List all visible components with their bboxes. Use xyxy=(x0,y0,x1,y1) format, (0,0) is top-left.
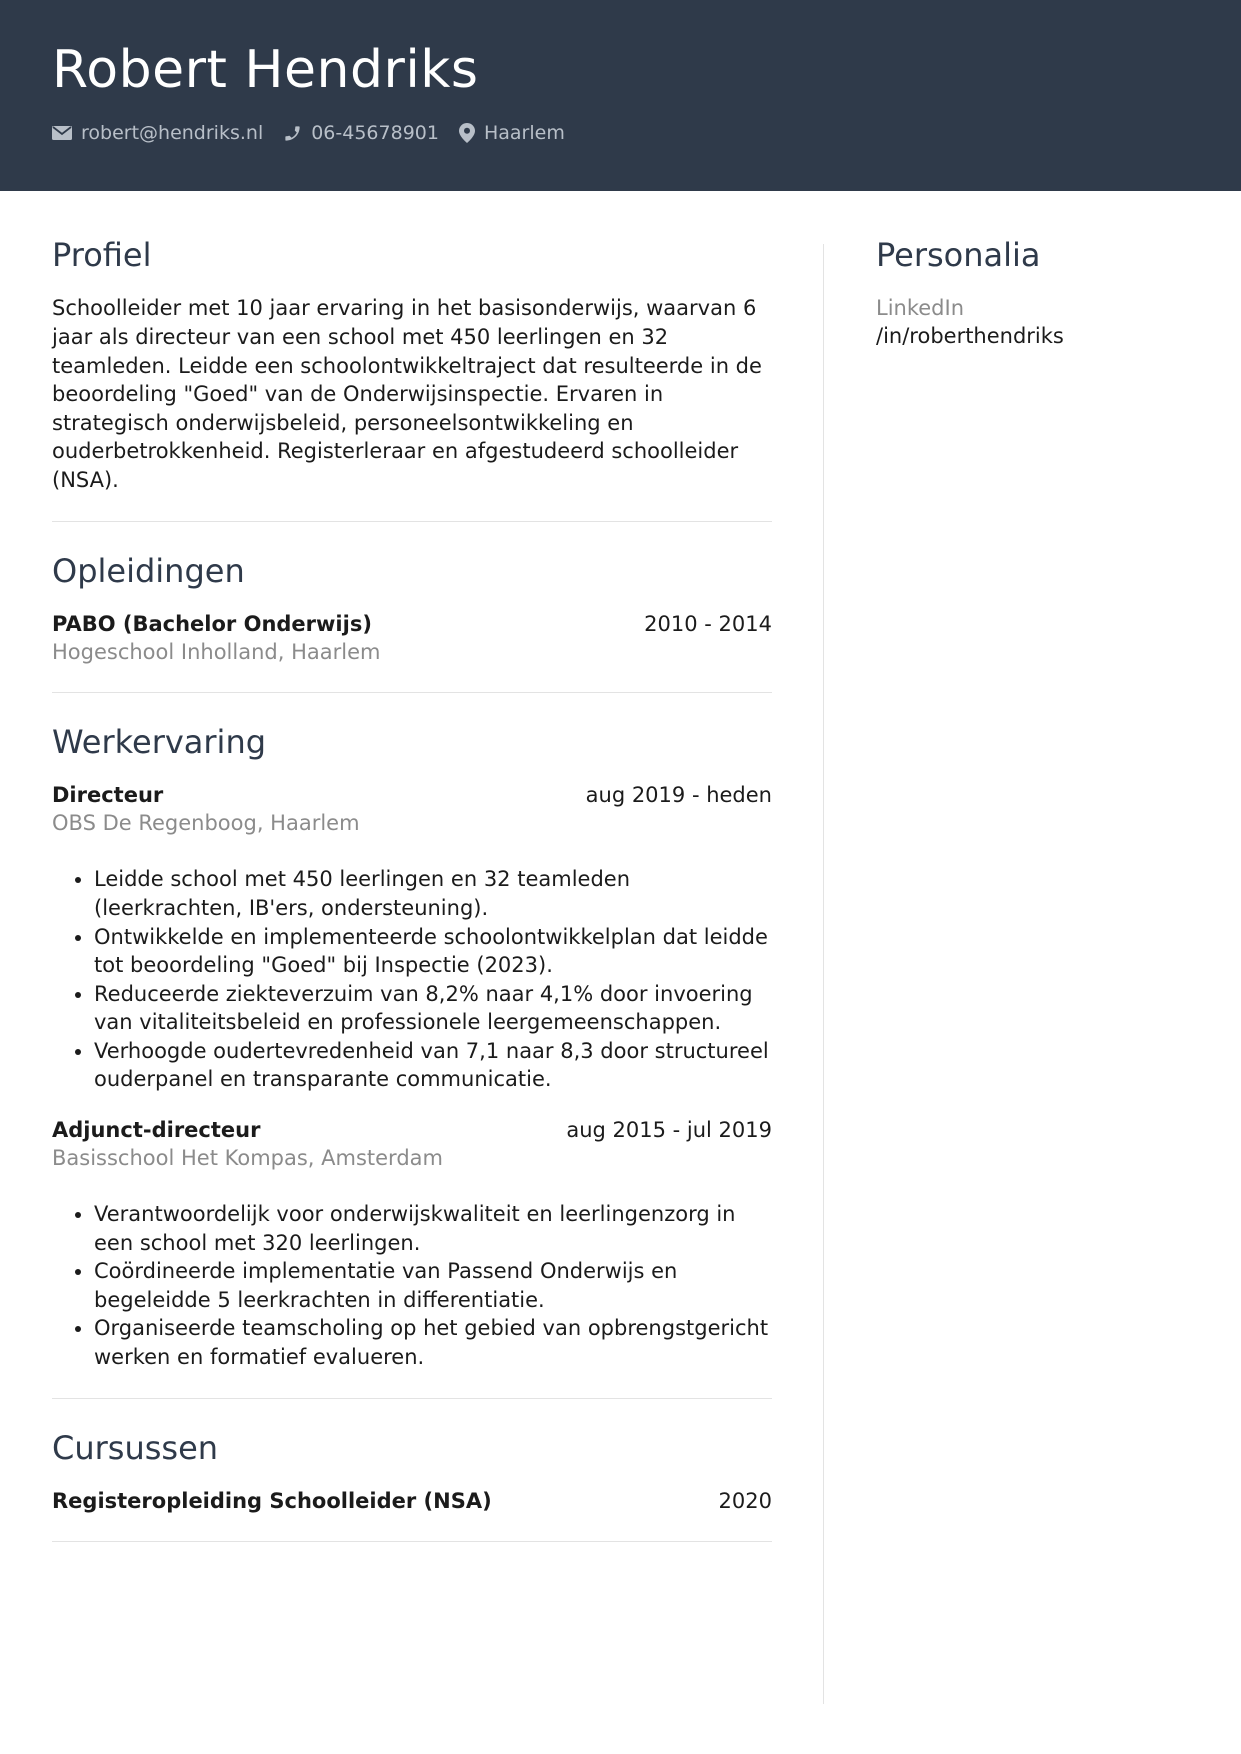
bullet-item: • Reduceerde ziekteverzuim van 8,2% naar 4,1% door invoering van vitaliteitsbeleid en professionele leergemeenschappen. xyxy=(94,980,772,1037)
education-section xyxy=(52,552,772,666)
job-role: Adjunct-directeur xyxy=(52,1118,261,1143)
main-column xyxy=(52,236,772,1572)
bullet-item: • Leidde school met 450 leerlingen en 32 teamleden (leerkrachten, IB'ers, ondersteuning). xyxy=(94,865,772,922)
section-title-profile: Profiel xyxy=(52,236,152,274)
bullet-item: • Organiseerde teamscholing op het gebied van opbrengstgericht werken en formatief evalueren. xyxy=(94,1314,772,1371)
experience-entry xyxy=(52,1116,772,1372)
education-entry xyxy=(52,610,772,666)
course-name: Registeropleiding Schoolleider (NSA) xyxy=(52,1489,492,1514)
entry-header xyxy=(52,1116,772,1144)
phone-icon xyxy=(283,124,302,143)
education-degree: PABO (Bachelor Onderwijs) xyxy=(52,611,372,636)
email-text: robert@hendriks.nl xyxy=(81,122,264,144)
linkedin-link[interactable]: /in/roberthendriks xyxy=(876,324,1064,349)
experience-entry xyxy=(52,781,772,1094)
section-divider xyxy=(52,692,772,693)
course-year: 2020 xyxy=(718,1489,772,1514)
education-dates: 2010 - 2014 xyxy=(644,611,772,636)
job-employer: OBS De Regenboog, Haarlem xyxy=(52,811,360,836)
job-dates: aug 2019 - heden xyxy=(585,783,772,808)
section-divider xyxy=(52,521,772,522)
profile-text: Schoolleider met 10 jaar ervaring in het basisonderwijs, waarvan 6 jaar als directeur van een school met 450 leerlingen en 32 teamleden. Leidde een schoolontwikkeltraject dat resulteerde in de beoordeling "Goed" van de Onderwijsinspectie. Ervaren in strategisch onderwijsbeleid, personeelsontwikkeling en ouderbetrokkenheid. Registerleraar en afgestudeerd schoolleider (NSA). xyxy=(52,296,762,492)
section-title-education: Opleidingen xyxy=(52,551,245,590)
section-title-personal: Personalia xyxy=(876,236,1041,274)
column-divider xyxy=(823,244,824,1704)
job-role: Directeur xyxy=(52,783,164,808)
resume-header xyxy=(0,0,1241,191)
entry-header xyxy=(52,610,772,638)
job-bullets xyxy=(52,1200,772,1372)
section-divider xyxy=(52,1398,772,1399)
section-title-experience: Werkervaring xyxy=(52,722,267,761)
person-name: Robert Hendriks xyxy=(52,40,479,100)
entry-header xyxy=(52,781,772,809)
job-bullets xyxy=(52,865,772,1094)
courses-section xyxy=(52,1429,772,1515)
contact-bar xyxy=(52,122,585,144)
section-divider xyxy=(52,1541,772,1542)
location-text: Haarlem xyxy=(483,122,565,144)
course-entry xyxy=(52,1487,772,1515)
bullet-item: • Verhoogde oudertevredenheid van 7,1 naar 8,3 door structureel ouderpanel en transparante communicatie. xyxy=(94,1037,772,1094)
education-school: Hogeschool Inholland, Haarlem xyxy=(52,639,381,664)
bullet-item: • Verantwoordelijk voor onderwijskwaliteit en leerlingenzorg in een school met 320 leerlingen. xyxy=(94,1200,772,1257)
linkedin-label: LinkedIn xyxy=(876,296,965,321)
job-employer: Basisschool Het Kompas, Amsterdam xyxy=(52,1146,443,1171)
side-column xyxy=(876,236,1196,350)
contact-phone[interactable] xyxy=(283,122,439,144)
section-title-courses: Cursussen xyxy=(52,1428,219,1467)
entry-header xyxy=(52,1487,772,1515)
personal-section xyxy=(876,236,1196,350)
envelope-icon xyxy=(52,125,72,141)
contact-email[interactable] xyxy=(52,122,263,144)
bullet-item: • Ontwikkelde en implementeerde schoolontwikkelplan dat leidde tot beoordeling "Goed" bij Inspectie (2023). xyxy=(94,923,772,980)
bullet-item: • Coördineerde implementatie van Passend Onderwijs en begeleidde 5 leerkrachten in differentiatie. xyxy=(94,1257,772,1314)
phone-text: 06-45678901 xyxy=(311,122,439,144)
map-marker-icon xyxy=(459,123,475,143)
contact-location xyxy=(459,122,565,144)
experience-section xyxy=(52,723,772,1372)
profile-section xyxy=(52,236,772,495)
job-dates: aug 2015 - jul 2019 xyxy=(566,1118,772,1143)
